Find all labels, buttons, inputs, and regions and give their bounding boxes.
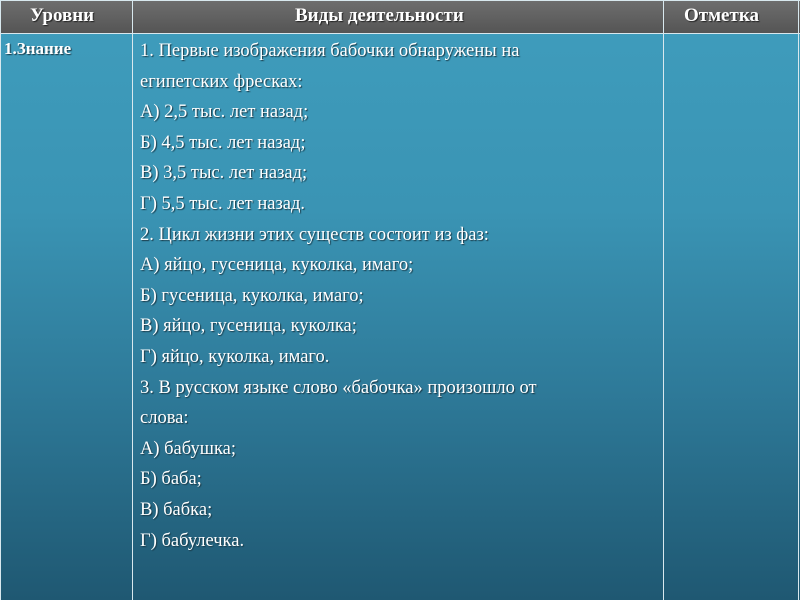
header-levels: Уровни — [30, 5, 95, 26]
activity-line: Г) 5,5 тыс. лет назад. — [140, 193, 306, 214]
header-mark: Отметка — [684, 5, 759, 26]
activity-line: Г) яйцо, куколка, имаго. — [140, 346, 330, 367]
table-border-left — [0, 0, 1, 600]
activity-line: 1. Первые изображения бабочки обнаружены на — [140, 41, 520, 61]
table-divider-1 — [132, 0, 133, 600]
activity-line: В) яйцо, гусеница, куколка; — [140, 316, 357, 337]
activity-line: Б) гусеница, куколка, имаго; — [140, 285, 364, 306]
level-cell: 1.Знание — [4, 39, 72, 58]
activities-cell — [140, 36, 650, 556]
activity-line: Б) баба; — [140, 469, 202, 490]
activity-line: В) бабка; — [140, 499, 213, 520]
activity-line: Г) бабулечка. — [140, 530, 245, 551]
table-divider-2 — [663, 0, 664, 600]
activity-line: А) яйцо, гусеница, куколка, имаго; — [140, 255, 414, 276]
activity-line: В) 3,5 тыс. лет назад; — [140, 163, 308, 184]
table-border-right — [798, 0, 799, 600]
activity-line: египетских фресках: — [140, 71, 303, 92]
activity-line: слова: — [140, 408, 189, 429]
activity-line: 2. Цикл жизни этих существ состоит из фаз: — [140, 224, 489, 245]
activity-line: А) 2,5 тыс. лет назад; — [140, 102, 309, 123]
header-separator — [0, 33, 800, 34]
activity-line: 3. В русском языке слово «бабочка» произошло от — [140, 377, 537, 398]
activity-line: А) бабушка; — [140, 438, 237, 459]
activity-line: Б) 4,5 тыс. лет назад; — [140, 132, 306, 153]
header-activities: Виды деятельности — [295, 5, 464, 26]
